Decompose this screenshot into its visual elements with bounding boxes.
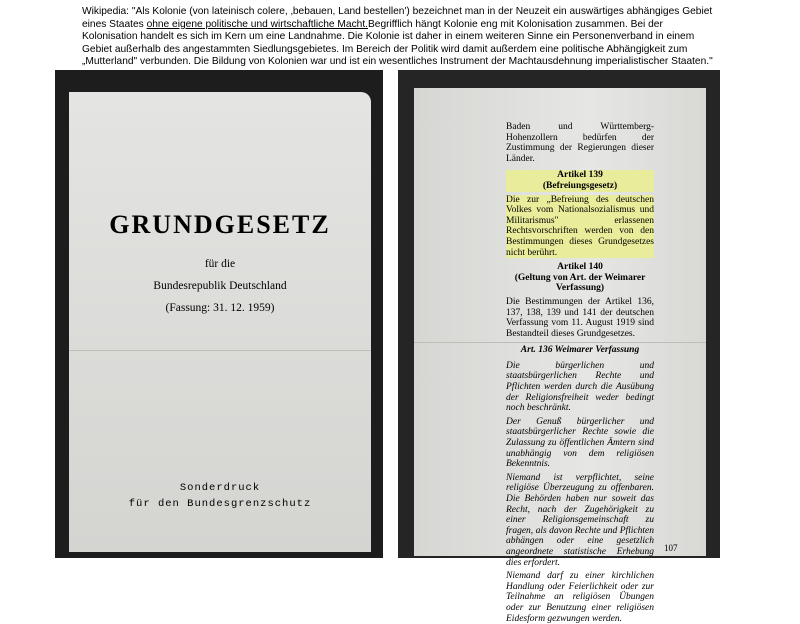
article-column (506, 122, 654, 624)
cover-page (69, 92, 371, 552)
cover-version-line: (Fassung: 31. 12. 1959) (165, 302, 275, 314)
art136-paragraph-4: Niemand darf zu einer kirchlichen Handlung oder Feierlichkeit oder zur Teilnahme an religiösen Übungen oder zur Benutzung einer religiösen Eidesform gezwungen werden. (506, 571, 654, 624)
intro-text-2: Begrifflich hängt Kolonie eng mit Kolonisation zusammen. Bei der Kolonisation handelt es sich im Kern um eine Landnahme. Die Kolonie ist daher in einem weiteren Sinne ein Personenverband in einem Gebiet außerhalb des angestammten Siedlungsgebietes. Im Bereich der Politik wird damit außerdem eine politische Abhängigkeit zum „Mutterland" verbunden. Die Bildung von Kolonien war und ist ein wesentliches Instrument der Machtausdehnung imperialistischer Staaten." (82, 18, 713, 68)
art136-paragraph-1: Die bürgerlichen und staatsbürgerlichen Rechte und Pflichten werden durch die Ausübung der Religionsfreiheit weder bedingt noch beschränkt. (506, 360, 654, 414)
fold-crease (69, 350, 371, 351)
art139-title: Artikel 139 (506, 170, 654, 181)
intro-text-1: Wikipedia: "Als Kolonie (von lateinisch colere, ‚bebauen, Land bestellen') bezeichnet man in der Neuzeit ein auswärtiges abhängiges Gebiet eines Staates (82, 6, 713, 30)
art139-subtitle: (Befreiungsgesetz) (506, 181, 654, 192)
art136-title: Art. 136 Weimarer Verfassung (520, 345, 640, 356)
art140-subtitle: (Geltung von Art. der Weimarer Verfassung) (514, 272, 646, 294)
cover-republic-line: Bundesrepublik Deutschland (153, 280, 287, 292)
cover-special-line-1: Sonderdruck (179, 482, 261, 494)
article-page (414, 88, 706, 624)
top-text: Baden und Württemberg-Hohenzollern bedürfen der Zustimmung der Regierungen dieser Länder. (506, 122, 654, 164)
cover-scan (55, 70, 383, 558)
cover-title: GRUNDGESETZ (109, 210, 331, 239)
intro-paragraph (82, 6, 718, 69)
art140-text: Die Bestimmungen der Artikel 136, 137, 138, 139 und 141 der deutschen Verfassung vom 11. August 1919 sind Bestandteil dieses Grundgesetzes. (506, 296, 654, 339)
fold-crease (414, 342, 706, 343)
intro-underlined-text: ohne eigene politische und wirtschaftliche Macht. (146, 18, 368, 30)
art136-paragraph-2: Der Genuß bürgerlicher und staatsbürgerlicher Rechte sowie die Zulassung zu öffentlichen Ämtern sind unabhängig von dem religiösen Bekenntnis. (506, 416, 654, 470)
article-scan (398, 70, 720, 624)
art140-title: Artikel 140 (557, 262, 603, 273)
art139-text: Die zur „Befreiung des deutschen Volkes vom Nationalsozialismus und Militarismus" erlassenen Rechtsvorschriften werden von den Bestimmungen dieses Grundgesetzes nicht berührt. (506, 194, 654, 258)
cover-special-line-2: für den Bundesgrenzschutz (128, 498, 312, 510)
cover-for-line: für die (204, 258, 236, 270)
art136-paragraph-3: Niemand ist verpflichtet, seine religiöse Überzeugung zu offenbaren. Die Behörden haben nur soweit das Recht, nach der Zugehörigkeit zu einer Religionsgemeinschaft zu fragen, als davon Rechte und Pflichten abhängen oder eine gesetzlich angeordnete statistische Erhebung dies erfordert. (506, 472, 654, 568)
page-number: 107 (664, 543, 678, 553)
